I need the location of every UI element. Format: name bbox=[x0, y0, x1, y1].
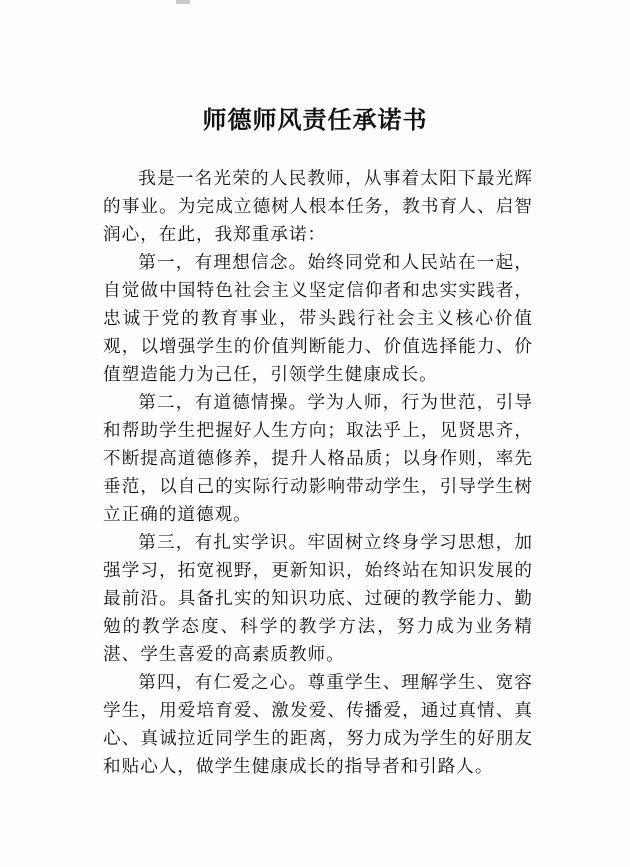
document-body bbox=[103, 165, 533, 781]
scan-artifact bbox=[176, 0, 190, 4]
paragraph-ideals: 第一，有理想信念。始终同党和人民站在一起，自觉做中国特色社会主义坚定信仰者和忠实实践者，忠诚于党的教育事业，带头践行社会主义核心价值观，以增强学生的价值判断能力、价值选择能力、价值塑造能力为己任，引领学生健康成长。 bbox=[103, 253, 533, 385]
document-title: 师德师风责任承诺书 bbox=[202, 105, 428, 134]
paragraph-compassion: 第四，有仁爱之心。尊重学生、理解学生、宽容学生，用爱培育爱、激发爱、传播爱，通过真情、真心、真诚拉近同学生的距离，努力成为学生的好朋友和贴心人，做学生健康成长的指导者和引路人。 bbox=[103, 673, 533, 777]
paragraph-morals: 第二，有道德情操。学为人师，行为世范，引导和帮助学生把握好人生方向；取法乎上，见贤思齐，不断提高道德修养，提升人格品质；以身作则，率先垂范，以自己的实际行动影响带动学生，引导学生树立正确的道德观。 bbox=[103, 393, 533, 525]
paragraph-intro: 我是一名光荣的人民教师，从事着太阳下最光辉的事业。为完成立德树人根本任务，教书育人、启智润心，在此，我郑重承诺： bbox=[103, 169, 533, 245]
paragraph-knowledge: 第三，有扎实学识。牢固树立终身学习思想，加强学习，拓宽视野，更新知识，始终站在知识发展的最前沿。具备扎实的知识功底、过硬的教学能力、勤勉的教学态度、科学的教学方法，努力成为业务精湛、学生喜爱的高素质教师。 bbox=[103, 533, 533, 665]
